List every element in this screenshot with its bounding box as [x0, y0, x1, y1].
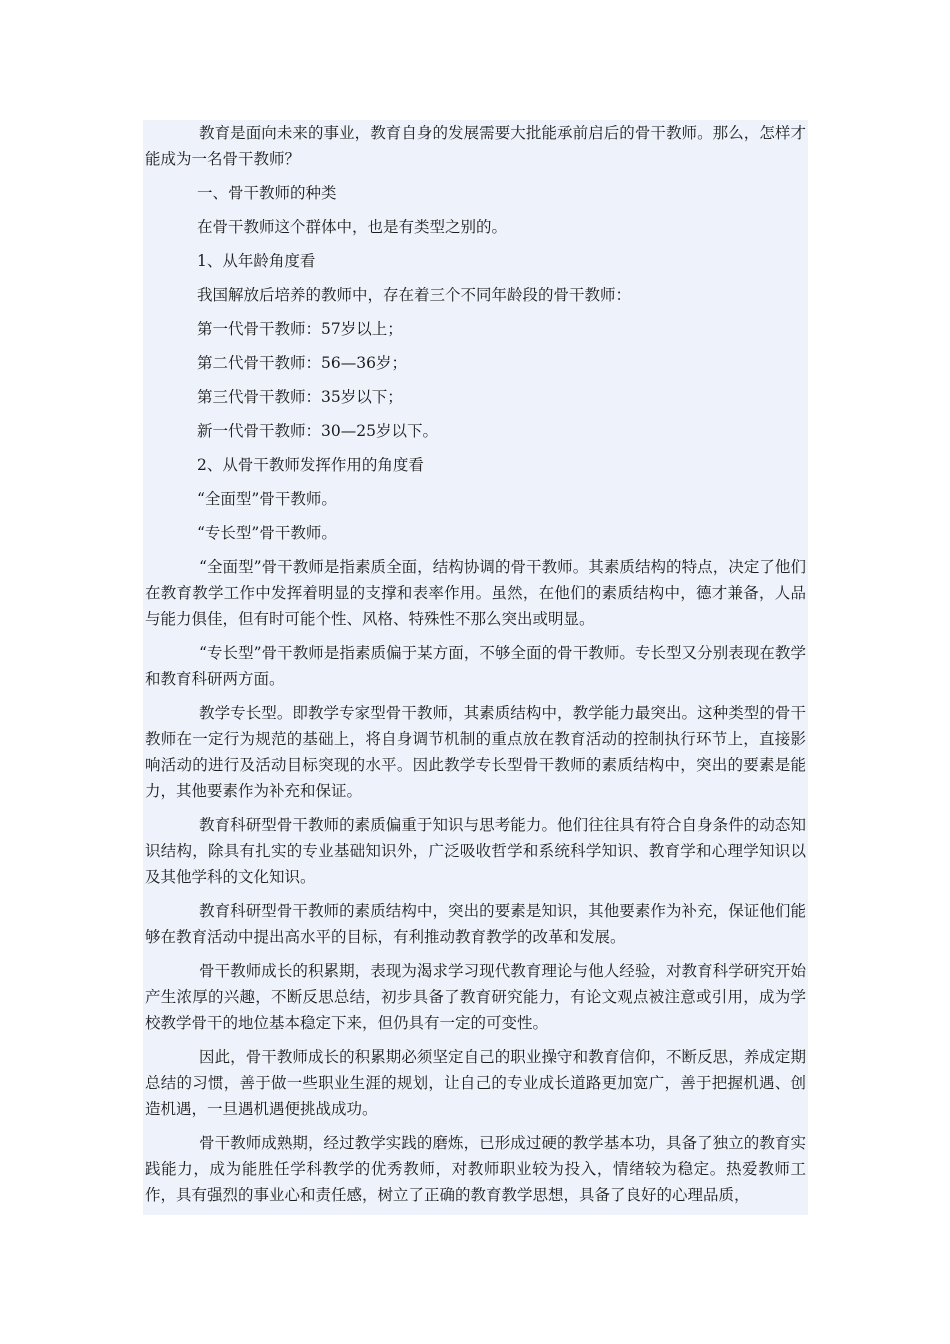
paragraph: 在骨干教师这个群体中，也是有类型之别的。 — [197, 218, 508, 236]
paragraph: “全面型”骨干教师。 — [197, 490, 337, 508]
paragraph: 一、骨干教师的种类 — [197, 184, 337, 202]
paragraph: 1、从年龄角度看 — [197, 252, 316, 270]
paragraph: 第一代骨干教师：57岁以上； — [197, 320, 403, 338]
paragraph: 教育科研型骨干教师的素质偏重于知识与思考能力。他们往往具有符合自身条件的动态知识结构，除具有扎实的专业基础知识外，广泛吸收哲学和系统科学知识、教育学和心理学知识以及其他学科的文化知识。 — [145, 816, 806, 886]
paragraph: 教育是面向未来的事业，教育自身的发展需要大批能承前启后的骨干教师。那么，怎样才能成为一名骨干教师？ — [145, 124, 806, 168]
paragraph: 教学专长型。即教学专家型骨干教师，其素质结构中，教学能力最突出。这种类型的骨干教师在一定行为规范的基础上，将自身调节机制的重点放在教育活动的控制执行环节上，直接影响活动的进行及活动目标突现的水平。因此教学专长型骨干教师的素质结构中，突出的要素是能力，其他要素作为补充和保证。 — [145, 704, 806, 800]
document-body — [143, 120, 808, 1215]
paragraph: 第三代骨干教师：35岁以下； — [197, 388, 403, 406]
paragraph: “全面型”骨干教师是指素质全面，结构协调的骨干教师。其素质结构的特点，决定了他们在教育教学工作中发挥着明显的支撑和表率作用。虽然，在他们的素质结构中，德才兼备，人品与能力俱佳，但有时可能个性、风格、特殊性不那么突出或明显。 — [145, 558, 806, 628]
paragraph: 第二代骨干教师：56—36岁； — [197, 354, 407, 372]
paragraph: 骨干教师成熟期，经过教学实践的磨炼，已形成过硬的教学基本功，具备了独立的教育实践能力，成为能胜任学科教学的优秀教师，对教师职业较为投入，情绪较为稳定。热爱教师工作，具有强烈的事业心和责任感，树立了正确的教育教学思想，具备了良好的心理品质， — [145, 1134, 806, 1204]
paragraph: “专长型”骨干教师是指素质偏于某方面，不够全面的骨干教师。专长型又分别表现在教学和教育科研两方面。 — [145, 644, 806, 688]
paragraph: 教育科研型骨干教师的素质结构中，突出的要素是知识，其他要素作为补充，保证他们能够在教育活动中提出高水平的目标，有利推动教育教学的改革和发展。 — [145, 902, 806, 946]
paragraph: 我国解放后培养的教师中，存在着三个不同年龄段的骨干教师： — [197, 286, 632, 304]
paragraph: “专长型”骨干教师。 — [197, 524, 337, 542]
paragraph: 新一代骨干教师：30—25岁以下。 — [197, 422, 438, 440]
paragraph: 2、从骨干教师发挥作用的角度看 — [197, 456, 424, 474]
paragraph: 骨干教师成长的积累期，表现为渴求学习现代教育理论与他人经验，对教育科学研究开始产生浓厚的兴趣，不断反思总结，初步具备了教育研究能力，有论文观点被注意或引用，成为学校教学骨干的地位基本稳定下来，但仍具有一定的可变性。 — [145, 962, 806, 1032]
paragraph: 因此，骨干教师成长的积累期必须坚定自己的职业操守和教育信仰，不断反思，养成定期总结的习惯，善于做一些职业生涯的规划，让自己的专业成长道路更加宽广，善于把握机遇、创造机遇，一旦遇机遇便挑战成功。 — [145, 1048, 806, 1118]
